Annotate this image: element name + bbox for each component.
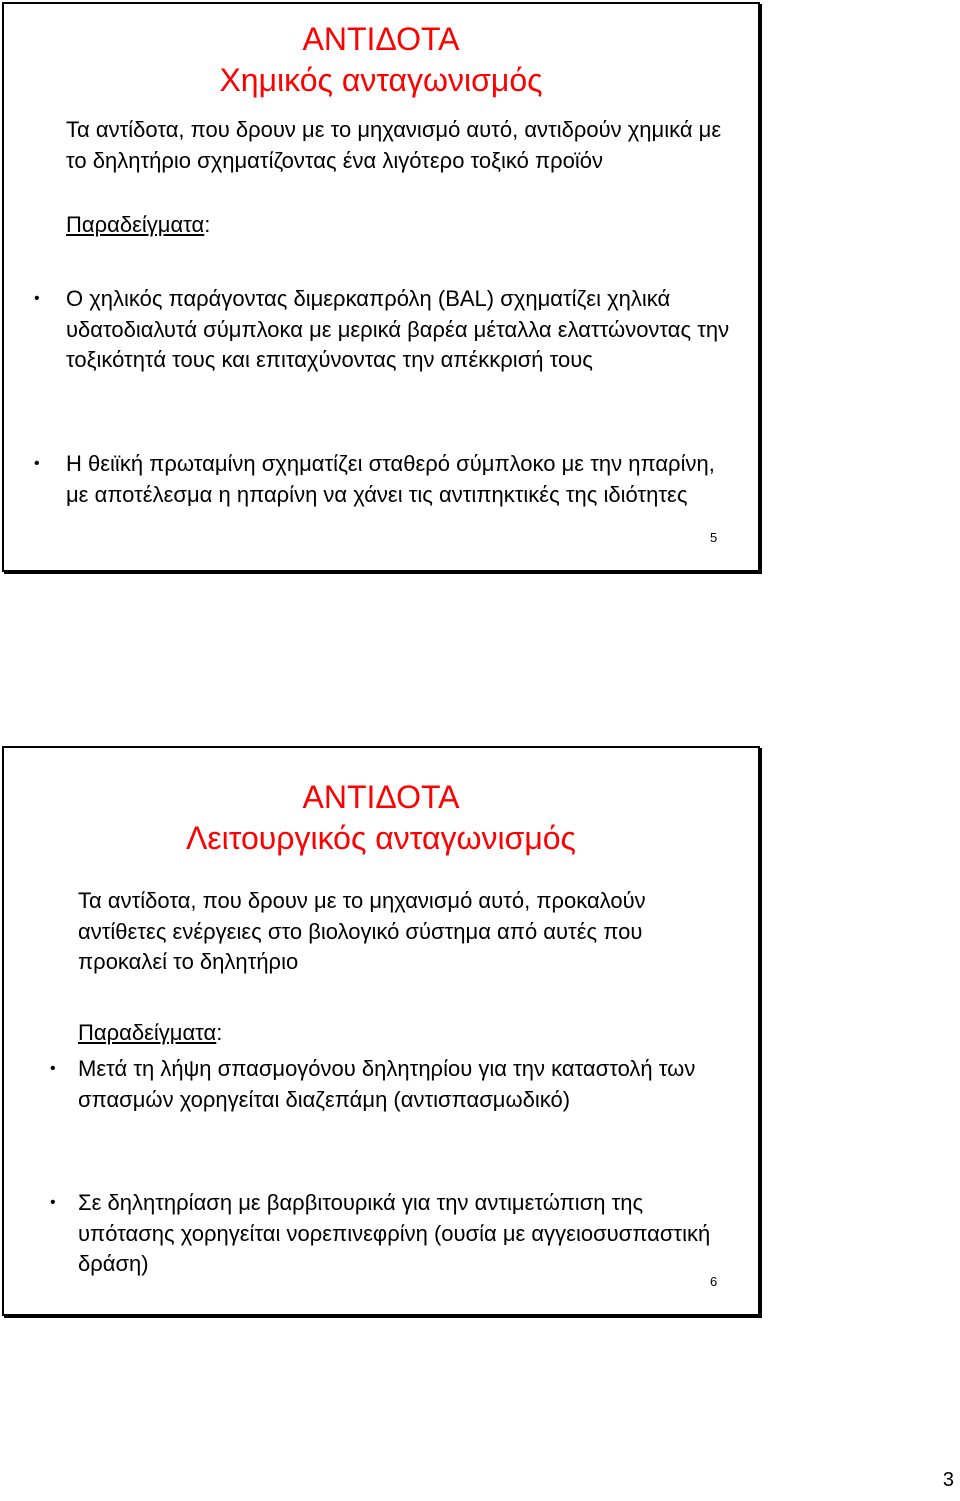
examples-colon: : bbox=[204, 212, 211, 237]
slide-5 bbox=[2, 2, 760, 572]
bullet-icon: • bbox=[50, 1194, 56, 1211]
bullet-icon: • bbox=[34, 455, 40, 472]
examples-label-text: Παραδείγματα bbox=[78, 1020, 217, 1045]
examples-label-text: Παραδείγματα bbox=[66, 212, 205, 237]
slide-title-line2: Λειτουργικός ανταγωνισμός bbox=[186, 820, 576, 856]
examples-label bbox=[78, 1018, 222, 1048]
slide-title-line1: ΑΝΤΙΔΟΤΑ bbox=[302, 21, 460, 57]
slide-number: 5 bbox=[710, 530, 718, 545]
bullet-item: Μετά τη λήψη σπασμογόνου δηλητηρίου για την καταστολή των σπασμών χορηγείται διαζεπάμη (αντισπασμωδικό) bbox=[78, 1056, 696, 1112]
slide-title-line1: ΑΝΤΙΔΟΤΑ bbox=[302, 779, 460, 815]
page-number: 3 bbox=[942, 1469, 954, 1491]
slide-intro-text: Τα αντίδοτα, που δρουν με το μηχανισμό αυτό, προκαλούν αντίθετες ενέργειες στο βιολογικό σύστημα από αυτές που προκαλεί το δηλητήριο bbox=[78, 888, 646, 974]
bullet-item: Η θειϊκή πρωταμίνη σχηματίζει σταθερό σύμπλοκο με την ηπαρίνη, με αποτέλεσμα η ηπαρίνη να χάνει τις αντιπηκτικές της ιδιότητες bbox=[66, 451, 715, 507]
examples-label bbox=[66, 210, 210, 240]
bullet-item: Ο χηλικός παράγοντας διμερκαπρόλη (BAL) σχηματίζει χηλικά υδατοδιαλυτά σύμπλοκα με μερικά βαρέα μέταλλα ελαττώνοντας την τοξικότητά τους και επιταχύνοντας την απέκκρισή τους bbox=[66, 286, 730, 372]
bullet-icon: • bbox=[50, 1060, 56, 1077]
slide-intro-text: Τα αντίδοτα, που δρουν με το μηχανισμό αυτό, αντιδρούν χημικά με το δηλητήριο σχηματίζοντας ένα λιγότερο τοξικό προϊόν bbox=[66, 117, 722, 173]
bullet-item: Σε δηλητηρίαση με βαρβιτουρικά για την αντιμετώπιση της υπότασης χορηγείται νορεπινεφρίνη (ουσία με αγγειοσυσπαστική δράση) bbox=[78, 1190, 711, 1276]
examples-colon: : bbox=[216, 1020, 223, 1045]
slide-6 bbox=[2, 746, 760, 1316]
slide-number: 6 bbox=[710, 1274, 718, 1289]
bullet-icon: • bbox=[34, 290, 40, 307]
slide-title-line2: Χημικός ανταγωνισμός bbox=[219, 62, 543, 98]
